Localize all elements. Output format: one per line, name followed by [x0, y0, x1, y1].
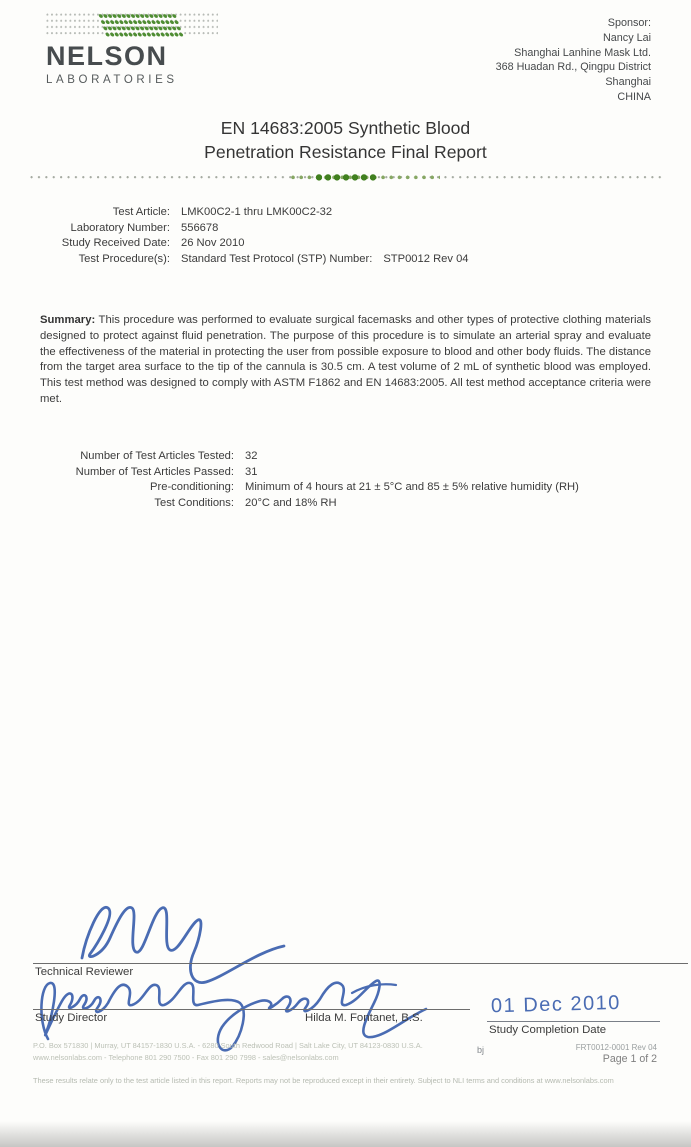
study-director-label: Study Director — [35, 1012, 108, 1024]
study-director-name: Hilda M. Fontanet, B.S. — [305, 1012, 423, 1024]
divider-green-dots-core-icon — [315, 173, 379, 182]
info-value: Standard Test Protocol (STP) Number: — [181, 252, 373, 265]
info-label: Laboratory Number: — [70, 221, 170, 234]
results-label: Number of Test Articles Tested: — [80, 450, 234, 462]
footer-disclaimer: These results relate only to the test article listed in this report. Reports may not be reproduced except in their entirety. Subject to NLI terms and conditions at www.nelsonlabs.com — [33, 1076, 614, 1085]
summary-text: This procedure was performed to evaluate surgical facemasks and other types of protective clothing materials designed to protect against fluid penetration. The purpose of this procedure is to simulate an arterial spray and evaluate the effectiveness of the material in protecting the user from possible exposure to blood and other body fluids. The distance from the target area surface to the tip of the cannula is 30.5 cm. A test volume of 2 mL of synthetic blood was employed. This test method was designed to comply with ASTM F1862 and EN 14683:2005. All test method acceptance criteria were met. — [40, 314, 652, 405]
sponsor-company: Shanghai Lanhine Mask Ltd. — [514, 46, 651, 59]
results-row-passed — [40, 465, 579, 481]
sponsor-block — [496, 16, 651, 105]
technical-reviewer-signature-line — [33, 963, 688, 964]
completion-date-label: Study Completion Date — [489, 1024, 607, 1036]
info-value: LMK00C2-1 thru LMK00C2-32 — [181, 206, 333, 218]
results-value: 31 — [245, 465, 258, 478]
results-value: 32 — [245, 450, 258, 462]
info-value: 556678 — [181, 221, 219, 234]
info-row-test-procedures — [40, 252, 469, 268]
study-director-signature-line — [33, 1009, 470, 1010]
results-row-preconditioning — [40, 480, 579, 496]
summary-label: Summary: — [40, 314, 96, 326]
results-value: Minimum of 4 hours at 21 ± 5°C and 85 ± 5% relative humidity (RH) — [245, 481, 579, 494]
results-value: 20°C and 18% RH — [245, 496, 337, 509]
info-label: Test Procedure(s): — [78, 252, 170, 265]
sponsor-label: Sponsor: — [607, 17, 651, 29]
dotted-divider — [30, 174, 663, 181]
footer-page-number: Page 1 of 2 — [602, 1053, 657, 1065]
results-row-test-conditions — [40, 496, 579, 512]
info-row-laboratory-number — [40, 221, 469, 237]
footer-document-number: FRT0012-0001 Rev 04 — [575, 1043, 657, 1052]
results-label: Number of Test Articles Passed: — [75, 465, 234, 478]
sponsor-contact-name: Nancy Lai — [602, 31, 651, 44]
summary-paragraph — [40, 313, 651, 408]
technical-reviewer-label: Technical Reviewer — [35, 966, 134, 978]
sponsor-city: Shanghai — [605, 76, 651, 89]
footer-document-block — [576, 1043, 657, 1065]
logo-dots-green-cluster-icon — [97, 13, 184, 38]
footer-address-line2: www.nelsonlabs.com - Telephone 801 290 7500 - Fax 801 290 7998 - sales@nelsonlabs.com — [33, 1052, 339, 1062]
info-label: Test Article: — [112, 206, 170, 218]
results-row-tested — [40, 449, 579, 465]
technical-reviewer-signature — [52, 896, 292, 994]
results-table — [40, 449, 579, 511]
info-row-study-received-date — [40, 236, 469, 252]
results-label: Test Conditions: — [154, 496, 234, 509]
logo-name: NELSON — [46, 41, 168, 71]
report-title-line1: EN 14683:2005 Synthetic Blood — [220, 118, 471, 138]
footer-address-block — [33, 1040, 473, 1063]
info-row-test-article — [40, 205, 469, 221]
completion-date-line — [487, 1021, 660, 1022]
footer-address-line1: P.O. Box 571830 | Murray, UT 84157-1830 U.S.A. - 6280 South Redwood Road | Salt Lake City, UT 84123-0830 U.S.A. — [33, 1041, 423, 1050]
footer-initials: bj — [477, 1045, 485, 1055]
report-title — [0, 117, 691, 164]
info-value: 26 Nov 2010 — [181, 237, 245, 250]
logo-subtitle: LABORATORIES — [46, 74, 178, 86]
info-label: Study Received Date: — [61, 237, 170, 250]
sponsor-country: CHINA — [617, 90, 651, 103]
logo-dots-pattern-icon — [46, 13, 218, 38]
report-title-line2: Penetration Resistance Final Report — [204, 141, 487, 162]
test-info-table — [40, 205, 469, 267]
info-value-stp-number: STP0012 Rev 04 — [383, 252, 469, 265]
completion-date-handwritten: 01 Dec 2010 — [490, 991, 622, 1018]
results-label: Pre-conditioning: — [150, 481, 234, 494]
nelson-labs-logo — [46, 13, 218, 86]
sponsor-street: 368 Huadan Rd., Qingpu District — [495, 61, 651, 74]
scan-bottom-edge — [0, 1121, 691, 1147]
